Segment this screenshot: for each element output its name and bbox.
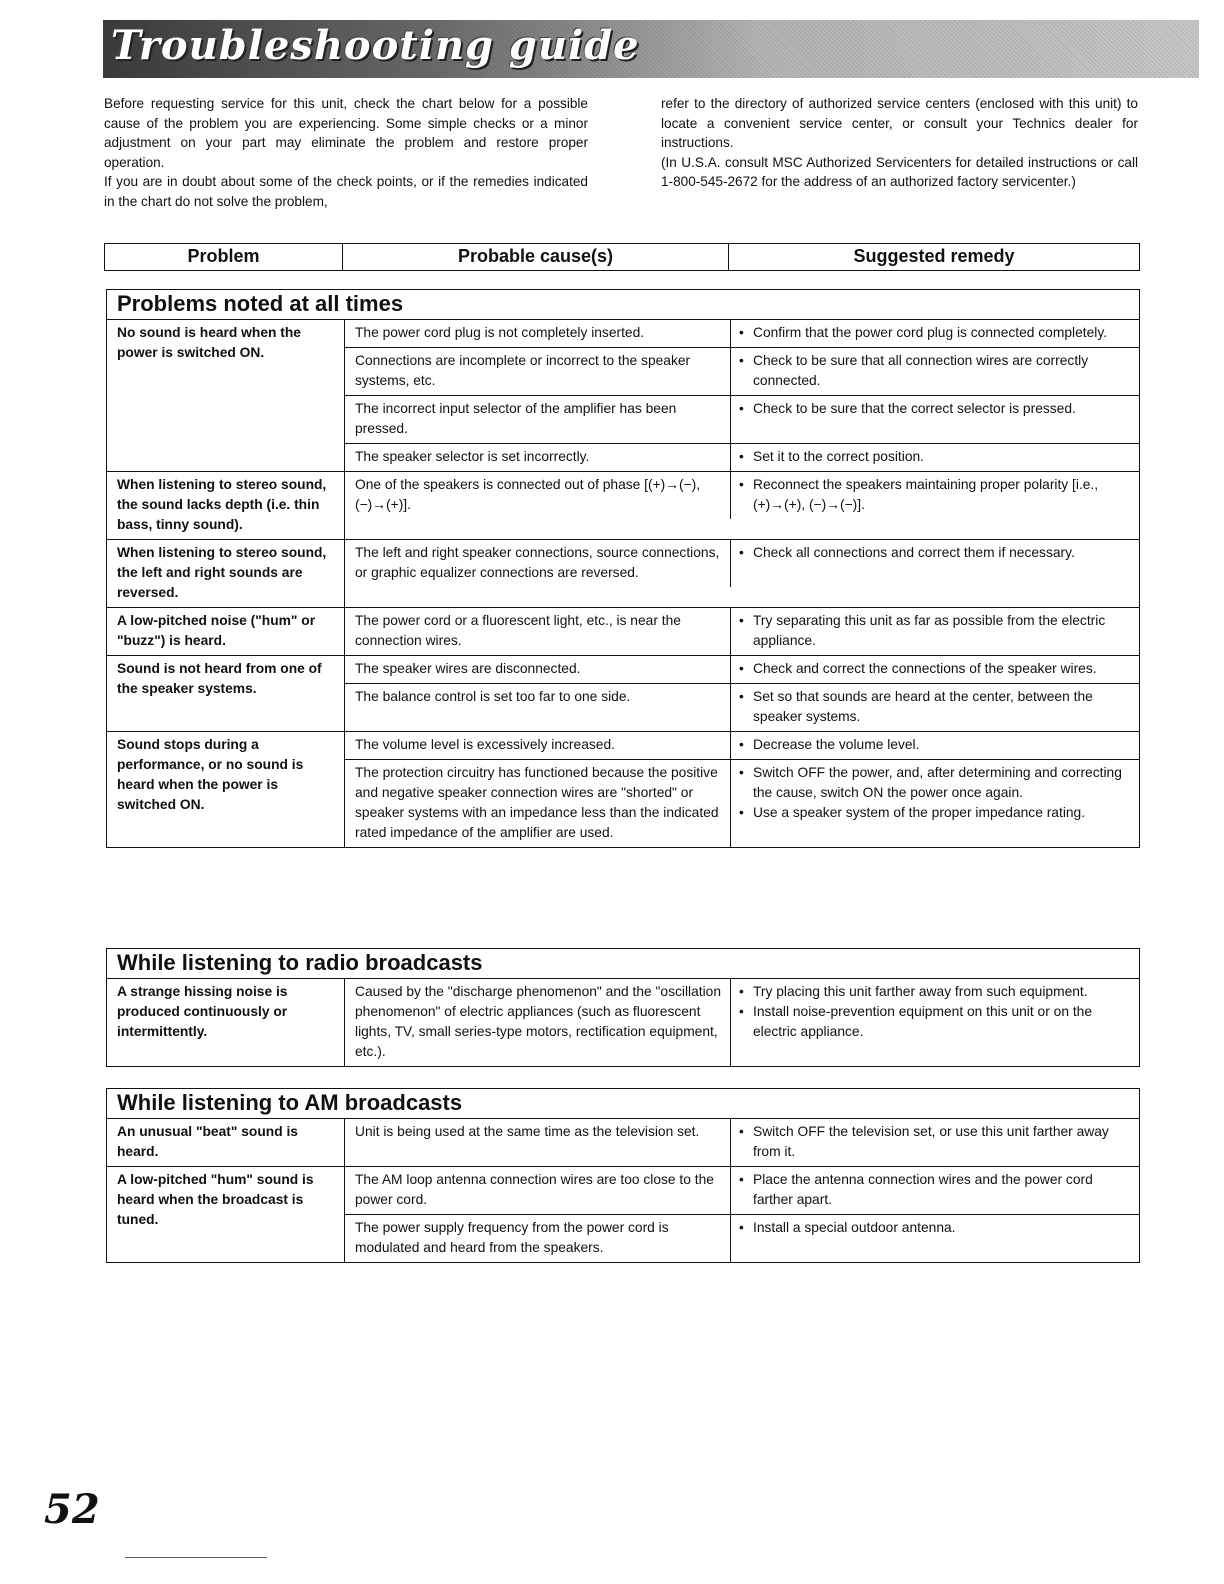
- problem-cell: A strange hissing noise is produced continuously or intermittently.: [107, 979, 345, 1066]
- cause-remedy-rows: [345, 656, 1139, 731]
- remedy-item: • Switch OFF the power, and, after determining and correcting the cause, switch ON the power once again.: [739, 763, 1129, 803]
- cause-cell: The power cord plug is not completely inserted.: [345, 320, 731, 347]
- table-row: [345, 1119, 1139, 1166]
- remedy-item: • Place the antenna connection wires and the power cord farther apart.: [739, 1170, 1129, 1210]
- problem-group: [107, 320, 1139, 471]
- column-header-row: [104, 243, 1140, 271]
- cause-cell: One of the speakers is connected out of phase [(+)→(−), (−)→(+)].: [345, 472, 731, 519]
- cause-remedy-rows: [345, 320, 1139, 471]
- problem-cell: An unusual "beat" sound is heard.: [107, 1119, 345, 1166]
- remedy-item: • Install a special outdoor antenna.: [739, 1218, 1129, 1238]
- remedy-cell: [731, 608, 1139, 655]
- problem-cell: When listening to stereo sound, the sound lacks depth (i.e. thin bass, tinny sound).: [107, 472, 345, 539]
- problem-group: [107, 1166, 1139, 1262]
- cause-cell: The volume level is excessively increased.: [345, 732, 731, 759]
- cause-remedy-rows: [345, 472, 1139, 539]
- remedy-item: • Set it to the correct position.: [739, 447, 1129, 467]
- problem-group: [107, 731, 1139, 847]
- cause-remedy-rows: [345, 540, 1139, 607]
- table-row: [345, 979, 1139, 1066]
- intro-paragraph: refer to the directory of authorized service centers (enclosed with this unit) to locate a convenient service center, or consult your Technics dealer for instructions.: [661, 96, 1138, 151]
- cause-remedy-rows: [345, 1167, 1139, 1262]
- cause-cell: Unit is being used at the same time as the television set.: [345, 1119, 731, 1166]
- table-row: [345, 732, 1139, 759]
- table-row: [345, 347, 1139, 395]
- problem-group: [107, 471, 1139, 539]
- remedy-cell: [731, 444, 1139, 471]
- table-row: [345, 1167, 1139, 1214]
- problem-group: [107, 979, 1139, 1066]
- table-row: [345, 320, 1139, 347]
- remedy-item: • Confirm that the power cord plug is connected completely.: [739, 323, 1129, 343]
- table-row: [345, 540, 1139, 587]
- section-am-broadcasts: [106, 1088, 1140, 1263]
- remedy-item: • Try separating this unit as far as possible from the electric appliance.: [739, 611, 1129, 651]
- cause-remedy-rows: [345, 732, 1139, 847]
- table-row: [345, 608, 1139, 655]
- problem-group: [107, 539, 1139, 607]
- remedy-item: • Reconnect the speakers maintaining proper polarity [i.e., (+)→(+), (−)→(−)].: [739, 475, 1129, 515]
- section-heading: Problems noted at all times: [107, 290, 1139, 320]
- problem-group: [107, 607, 1139, 655]
- remedy-item: • Check all connections and correct them if necessary.: [739, 543, 1129, 563]
- cause-cell: The AM loop antenna connection wires are too close to the power cord.: [345, 1167, 731, 1214]
- cause-cell: Caused by the "discharge phenomenon" and the "oscillation phenomenon" of electric appliances (such as fluorescent lights, TV, small series-type motors, rectification equipment, etc.).: [345, 979, 731, 1066]
- remedy-cell: [731, 760, 1139, 847]
- section-heading: While listening to AM broadcasts: [107, 1089, 1139, 1119]
- intro-paragraph: (In U.S.A. consult MSC Authorized Servicenters for detailed instructions or call 1-800-545-2672 for the address of an authorized factory servicenter.): [661, 154, 1138, 190]
- remedy-cell: [731, 1167, 1139, 1214]
- cause-remedy-rows: [345, 608, 1139, 655]
- cause-remedy-rows: [345, 979, 1139, 1066]
- table-row: [345, 472, 1139, 519]
- table-row: [345, 1214, 1139, 1262]
- problem-cell: A low-pitched "hum" sound is heard when the broadcast is tuned.: [107, 1167, 345, 1262]
- remedy-cell: [731, 979, 1139, 1066]
- title-banner: [103, 20, 1199, 78]
- table-row: [345, 395, 1139, 443]
- remedy-item: • Set so that sounds are heard at the center, between the speaker systems.: [739, 687, 1129, 727]
- remedy-item: • Check to be sure that all connection wires are correctly connected.: [739, 351, 1129, 391]
- problem-group: [107, 1119, 1139, 1166]
- cause-cell: The speaker selector is set incorrectly.: [345, 444, 731, 471]
- problem-cell: Sound is not heard from one of the speaker systems.: [107, 656, 345, 731]
- table-row: [345, 759, 1139, 847]
- remedy-cell: [731, 348, 1139, 395]
- cause-cell: The power supply frequency from the power cord is modulated and heard from the speakers.: [345, 1215, 731, 1262]
- footer-rule: [125, 1557, 267, 1558]
- cause-cell: The power cord or a fluorescent light, etc., is near the connection wires.: [345, 608, 731, 655]
- remedy-item: • Switch OFF the television set, or use this unit farther away from it.: [739, 1122, 1129, 1162]
- remedy-cell: [731, 540, 1139, 587]
- remedy-cell: [731, 472, 1139, 519]
- column-header-cause: Probable cause(s): [343, 244, 729, 270]
- remedy-item: • Install noise-prevention equipment on this unit or on the electric appliance.: [739, 1002, 1129, 1042]
- remedy-cell: [731, 656, 1139, 683]
- remedy-cell: [731, 732, 1139, 759]
- intro-paragraph: If you are in doubt about some of the check points, or if the remedies indicated in the chart do not solve the problem,: [104, 174, 588, 209]
- remedy-cell: [731, 1119, 1139, 1166]
- problem-cell: No sound is heard when the power is switched ON.: [107, 320, 345, 471]
- remedy-cell: [731, 320, 1139, 347]
- remedy-item: • Check to be sure that the correct selector is pressed.: [739, 399, 1129, 419]
- problem-cell: Sound stops during a performance, or no sound is heard when the power is switched ON.: [107, 732, 345, 847]
- page-title: Troubleshooting guide: [111, 22, 640, 69]
- column-header-problem: Problem: [105, 244, 343, 270]
- problem-cell: When listening to stereo sound, the left and right sounds are reversed.: [107, 540, 345, 607]
- table-row: [345, 656, 1139, 683]
- intro-right-column: [661, 94, 1138, 192]
- column-header-remedy: Suggested remedy: [853, 246, 1015, 266]
- cause-cell: The speaker wires are disconnected.: [345, 656, 731, 683]
- cause-cell: The protection circuitry has functioned because the positive and negative speaker connection wires are "shorted" or speaker systems with an impedance less than the indicated rated impedance of the amplifier are used.: [345, 760, 731, 847]
- problem-cell: A low-pitched noise ("hum" or "buzz") is heard.: [107, 608, 345, 655]
- page-number: 52: [44, 1486, 100, 1533]
- cause-cell: The incorrect input selector of the amplifier has been pressed.: [345, 396, 731, 443]
- problem-group: [107, 655, 1139, 731]
- cause-cell: The balance control is set too far to one side.: [345, 684, 731, 731]
- remedy-cell: [731, 1215, 1139, 1262]
- remedy-item: • Use a speaker system of the proper impedance rating.: [739, 803, 1129, 823]
- cause-cell: Connections are incomplete or incorrect to the speaker systems, etc.: [345, 348, 731, 395]
- section-radio-broadcasts: [106, 948, 1140, 1067]
- table-row: [345, 443, 1139, 471]
- section-heading: While listening to radio broadcasts: [107, 949, 1139, 979]
- remedy-item: • Try placing this unit farther away from such equipment.: [739, 982, 1129, 1002]
- cause-cell: The left and right speaker connections, source connections, or graphic equalizer connections are reversed.: [345, 540, 731, 587]
- remedy-cell: [731, 684, 1139, 731]
- table-row: [345, 683, 1139, 731]
- remedy-cell: [731, 396, 1139, 443]
- cause-remedy-rows: [345, 1119, 1139, 1166]
- remedy-item: • Check and correct the connections of the speaker wires.: [739, 659, 1129, 679]
- intro-left-column: [104, 94, 588, 212]
- remedy-item: • Decrease the volume level.: [739, 735, 1129, 755]
- section-all-times: [106, 289, 1140, 848]
- intro-paragraph: Before requesting service for this unit, check the chart below for a possible cause of the problem you are experiencing. Some simple checks or a minor adjustment on your part may eliminate the problem and restore proper operation.: [104, 96, 588, 170]
